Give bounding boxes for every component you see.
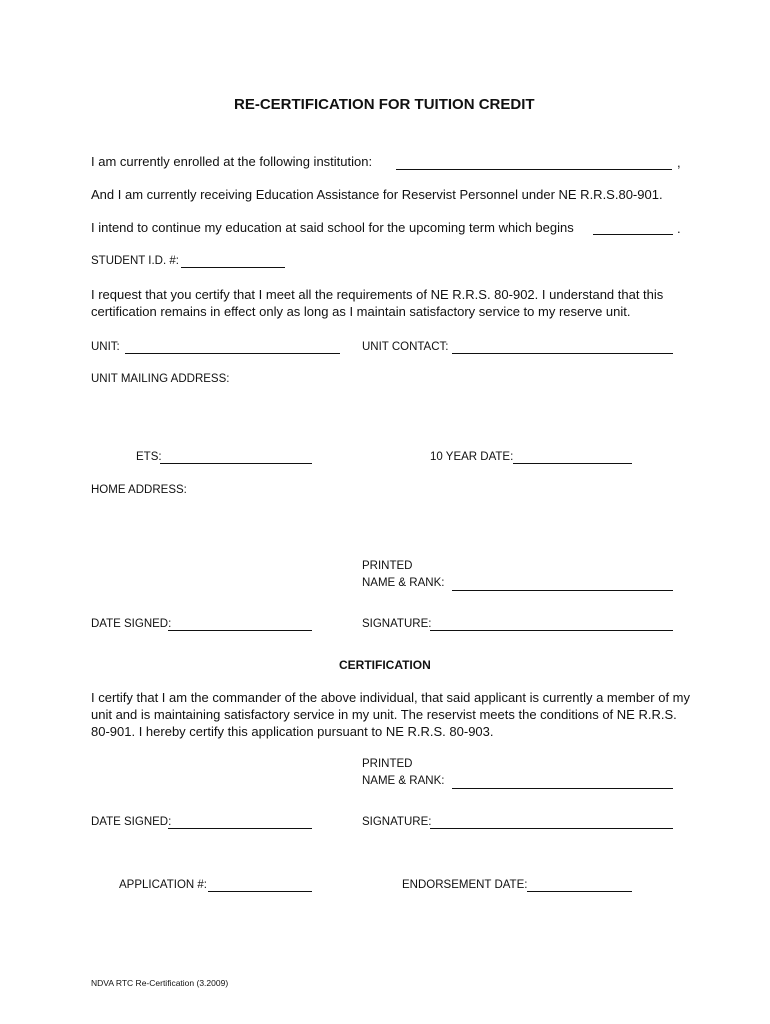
application-label: APPLICATION #: xyxy=(119,879,207,891)
enrolled-comma: , xyxy=(677,155,681,170)
certification-heading: CERTIFICATION xyxy=(339,658,431,672)
ets-field[interactable] xyxy=(160,463,312,464)
term-begins-field[interactable] xyxy=(593,234,673,235)
unit-label: UNIT: xyxy=(91,341,120,353)
unit-field[interactable] xyxy=(125,353,340,354)
signature-label: SIGNATURE: xyxy=(362,618,432,630)
name-rank-field[interactable] xyxy=(452,590,673,591)
application-field[interactable] xyxy=(208,891,312,892)
intend-period: . xyxy=(677,221,681,236)
signature-field[interactable] xyxy=(430,630,673,631)
printed-label: PRINTED xyxy=(362,560,413,572)
cmdr-date-signed-field[interactable] xyxy=(168,828,312,829)
unit-contact-field[interactable] xyxy=(452,353,673,354)
receiving-statement: And I am currently receiving Education Assistance for Reservist Personnel under NE R.R.S.80-901. xyxy=(91,187,663,202)
intend-statement: I intend to continue my education at said school for the upcoming term which begins xyxy=(91,220,574,235)
unit-mailing-label: UNIT MAILING ADDRESS: xyxy=(91,373,230,385)
endorsement-label: ENDORSEMENT DATE: xyxy=(402,879,528,891)
cmdr-date-signed-label: DATE SIGNED: xyxy=(91,816,172,828)
home-address-label: HOME ADDRESS: xyxy=(91,484,187,496)
cmdr-signature-label: SIGNATURE: xyxy=(362,816,432,828)
cmdr-name-rank-field[interactable] xyxy=(452,788,673,789)
student-id-field[interactable] xyxy=(181,267,285,268)
enrolled-label: I am currently enrolled at the following institution: xyxy=(91,154,373,169)
student-id-label: STUDENT I.D. #: xyxy=(91,255,179,267)
ten-year-label: 10 YEAR DATE: xyxy=(430,451,514,463)
date-signed-field[interactable] xyxy=(168,630,312,631)
ets-label: ETS: xyxy=(136,451,162,463)
form-title: RE-CERTIFICATION FOR TUITION CREDIT xyxy=(234,96,535,113)
endorsement-field[interactable] xyxy=(527,891,632,892)
name-rank-label: NAME & RANK: xyxy=(362,577,445,589)
date-signed-label: DATE SIGNED: xyxy=(91,618,172,630)
certify-paragraph: I certify that I am the commander of the above individual, that said applicant is currently a member of my unit and is maintaining satisfactory service in my unit. The reservist meets the conditions of NE R.R.S. 80-901. I hereby certify this application pursuant to NE R.R.S. 80-903. xyxy=(91,690,691,739)
cmdr-name-rank-label: NAME & RANK: xyxy=(362,775,445,787)
cmdr-printed-label: PRINTED xyxy=(362,758,413,770)
footer-form-id: NDVA RTC Re-Certification (3.2009) xyxy=(91,978,229,988)
ten-year-field[interactable] xyxy=(513,463,632,464)
unit-contact-label: UNIT CONTACT: xyxy=(362,341,449,353)
request-paragraph: I request that you certify that I meet all the requirements of NE R.R.S. 80-902. I understand that this certification remains in effect only as long as I maintain satisfactory service to my reserve unit. xyxy=(91,287,664,319)
cmdr-signature-field[interactable] xyxy=(430,828,673,829)
institution-field[interactable] xyxy=(396,169,672,170)
